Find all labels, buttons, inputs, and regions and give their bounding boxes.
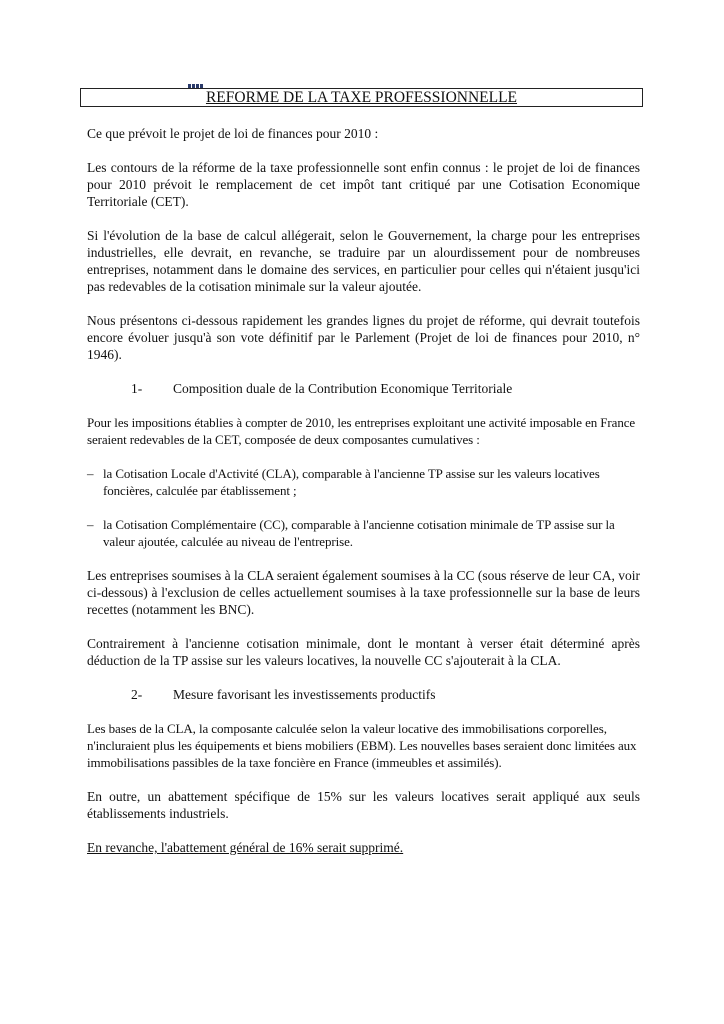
section-number: 2- [131,687,143,702]
section-2-heading [131,686,640,703]
dash-bullet-icon: – [87,517,94,532]
document-body [87,125,640,856]
dash-bullet-icon: – [87,466,94,481]
intro-paragraph-3: Nous présentons ci-dessous rapidement les grandes lignes du projet de réforme, qui devrait toutefois encore évoluer jusqu'à son vote définitif par le Parlement (Projet de loi de finances pour 2010, n° 1946). [87,313,640,362]
section-title: Mesure favorisant les investissements productifs [173,687,436,702]
section-number: 1- [131,381,143,396]
section-1-heading [131,380,640,397]
page-title: REFORME DE LA TAXE PROFESSIONNELLE [205,89,518,106]
section-1-paragraph-1: Les entreprises soumises à la CLA seraient également soumises à la CC (sous réserve de leur CA, voir ci-dessous) à l'exclusion de celles actuellement soumises à la taxe professionnelle sur la base de leurs recettes (notamment les BNC). [87,568,640,617]
list-item-text: la Cotisation Complémentaire (CC), comparable à l'ancienne cotisation minimale de TP assise sur la valeur ajoutée, calculée au niveau de l'entreprise. [103,517,615,549]
list-item-text: la Cotisation Locale d'Activité (CLA), comparable à l'ancienne TP assise sur les valeurs locatives foncières, calculée par établissement ; [103,466,600,498]
section-2-paragraph-2: En outre, un abattement spécifique de 15% sur les valeurs locatives serait appliqué aux seuls établissements industriels. [87,789,640,821]
title-box [80,88,643,107]
intro-paragraph-1: Les contours de la réforme de la taxe professionnelle sont enfin connus : le projet de loi de finances pour 2010 prévoit le remplacement de cet impôt tant critiqué par une Cotisation Economique Territoriale (CET). [87,160,640,209]
section-2-paragraph-1: Les bases de la CLA, la composante calculée selon la valeur locative des immobilisations corporelles, n'incluraient plus les équipements et biens mobiliers (EBM). Les nouvelles bases seraient donc limitées aux immobilisations passibles de la taxe foncière en France (immeubles et assimilés). [87,721,637,770]
lead-line: Ce que prévoit le projet de loi de finances pour 2010 : [87,126,379,141]
list-item [87,516,640,550]
section-1-intro: Pour les impositions établies à compter de 2010, les entreprises exploitant une activité imposable en France seraient redevables de la CET, composée de deux composantes cumulatives : [87,415,636,447]
intro-paragraph-2: Si l'évolution de la base de calcul allégerait, selon le Gouvernement, la charge pour les entreprises industrielles, elle devrait, en revanche, se traduire par un alourdissement pour de nombreuses entreprises, notamment dans le domaine des services, en particulier pour celles qui n'étaient jusqu'ici pas redevables de la cotisation minimale sur la valeur ajoutée. [87,228,640,294]
underlined-statement: En revanche, l'abattement général de 16% serait supprimé. [87,840,404,855]
section-title: Composition duale de la Contribution Economique Territoriale [173,381,513,396]
list-item [87,465,640,499]
section-1-paragraph-2: Contrairement à l'ancienne cotisation minimale, dont le montant à verser était déterminé après déduction de la TP assise sur les valeurs locatives, la nouvelle CC s'ajouterait à la CLA. [87,636,640,668]
